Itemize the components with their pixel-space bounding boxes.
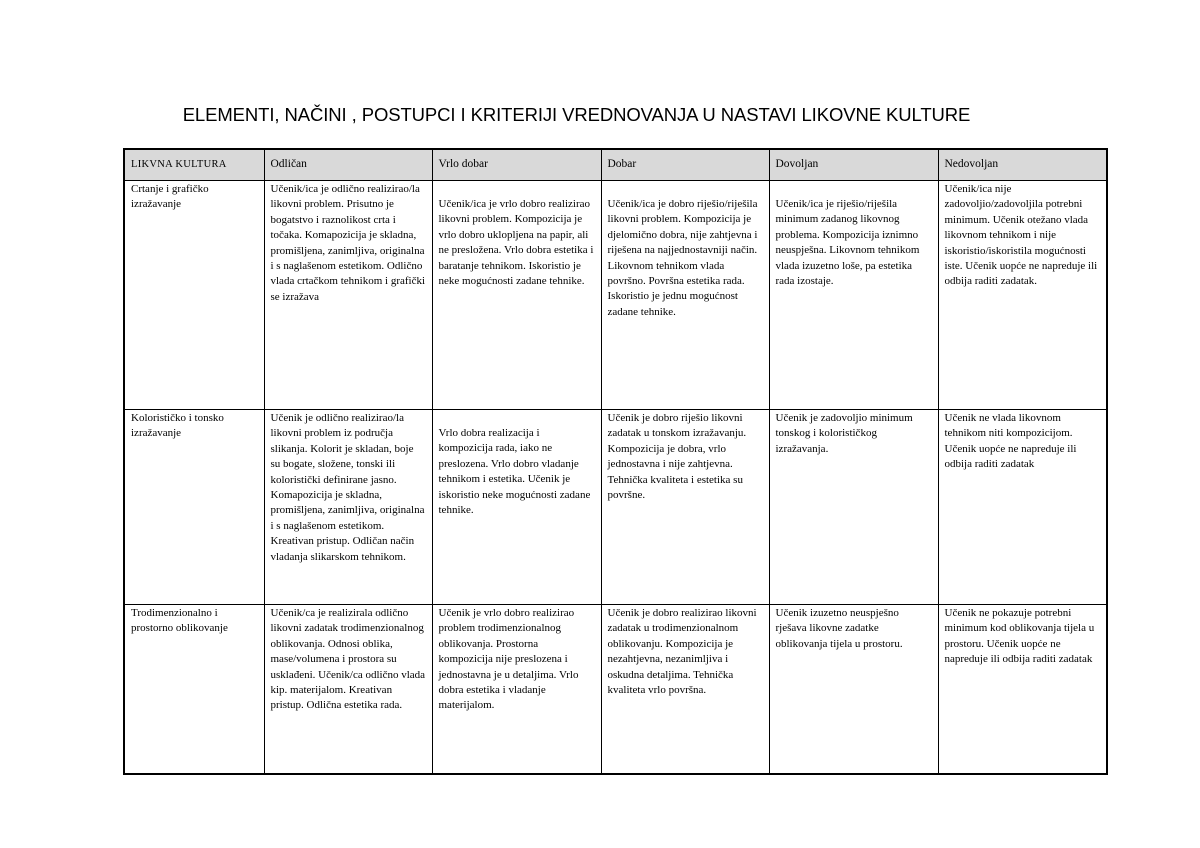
- cell-3d-very-good: Učenik je vrlo dobro realizirao problem trodimenzionalnog oblikovanja. Prostorna kompozicija nije preslozena i jednostavna je u detaljima. Vrlo dobra estetika i vladanje materijalom.: [432, 605, 601, 775]
- cell-drawing-very-good: Učenik/ica je vrlo dobro realizirao likovni problem. Kompozicija je vrlo dobro uklopljena na papir, ali ne presložena. Vrlo dobra estetika i baratanje tehnikom. Iskoristio je neke mogućnosti zadane tehnike.: [432, 181, 601, 410]
- cell-3d-good: Učenik je dobro realizirao likovni zadatak u trodimenzionalnom oblikovanju. Kompozicija je nezahtjevna, nezanimljiva i oskudna detaljima. Tehnička kvaliteta vrlo površna.: [601, 605, 769, 775]
- cell-drawing-sufficient: Učenik/ica je riješio/riješila minimum zadanog likovnog problema. Kompozicija iznimno neuspješna. Likovnom tehnikom vlada izuzetno loše, pa estetika rada izostaje.: [769, 181, 938, 410]
- table-header-row: [124, 149, 1107, 181]
- header-grade-good: Dobar: [601, 149, 769, 181]
- cell-color-excellent: Učenik je odlično realizirao/la likovni problem iz područja slikanja. Kolorit je skladan, boje su bogate, složene, tonski ili koloristički definirane jasno. Komapozicija je skladna, promišljena, zanimljiva, originalna i s naglašenom estetikom. Kreativan pristup. Odličan način vladanja slikarskom tehnikom.: [264, 410, 432, 605]
- header-grade-insufficient: Nedovoljan: [938, 149, 1107, 181]
- cell-color-sufficient: Učenik je zadovoljio minimum tonskog i kolorističkog izražavanja.: [769, 410, 938, 605]
- table-row: [124, 605, 1107, 775]
- row-label-3d: Trodimenzionalno i prostorno oblikovanje: [124, 605, 264, 775]
- cell-drawing-good: Učenik/ica je dobro riješio/riješila likovni problem. Kompozicija je djelomično dobra, nije zahtjevna i riješena na najjednostavniji način. Likovnom tehnikom vlada površno. Površna estetika rada. Iskoristio je jednu mogućnost zadane tehnike.: [601, 181, 769, 410]
- cell-color-very-good: Vrlo dobra realizacija i kompozicija rada, iako ne preslozena. Vrlo dobro vladanje tehnikom i estetika. Učenik je iskoristio neke mogućnosti zadane tehnike.: [432, 410, 601, 605]
- header-grade-sufficient: Dovoljan: [769, 149, 938, 181]
- grading-criteria-table: [123, 148, 1108, 775]
- cell-color-insufficient: Učenik ne vlada likovnom tehnikom niti kompozicijom. Učenik uopće ne napreduje ili odbija raditi zadatak: [938, 410, 1107, 605]
- document-title: ELEMENTI, NAČINI , POSTUPCI I KRITERIJI VREDNOVANJA U NASTAVI LIKOVNE KULTURE: [182, 104, 971, 125]
- header-grade-excellent: Odličan: [264, 149, 432, 181]
- row-label-color: Kolorističko i tonsko izražavanje: [124, 410, 264, 605]
- cell-3d-excellent: Učenik/ca je realizirala odlično likovni zadatak trodimenzionalnog oblikovanja. Odnosi oblika, mase/volumena i prostora su usklađeni. Učenik/ca odlično vlada kip. materijalom. Kreativan pristup. Odlična estetika rada.: [264, 605, 432, 775]
- cell-color-good: Učenik je dobro riješio likovni zadatak u tonskom izražavanju. Kompozicija je dobra, vrlo jednostavna i nije zahtjevna. Tehnička kvaliteta i estetika su površne.: [601, 410, 769, 605]
- cell-3d-sufficient: Učenik izuzetno neuspješno rješava likovne zadatke oblikovanja tijela u prostoru.: [769, 605, 938, 775]
- cell-drawing-excellent: Učenik/ica je odlično realizirao/la likovni problem. Prisutno je bogatstvo i raznolikost crta i točaka. Komapozicija je skladna, promišljena, zanimljiva, originalna i s naglašenom estetikom. Odlično vlada crtačkom tehnikom i grafički se izražava: [264, 181, 432, 410]
- table-row: [124, 410, 1107, 605]
- header-grade-very-good: Vrlo dobar: [432, 149, 601, 181]
- row-label-drawing: Crtanje i grafičko izražavanje: [124, 181, 264, 410]
- table-row: [124, 181, 1107, 410]
- header-subject: LIKVNA KULTURA: [124, 149, 264, 181]
- cell-drawing-insufficient: Učenik/ica nije zadovoljio/zadovoljila potrebni minimum. Učenik otežano vlada likovnom tehnikom i nije iskoristio/iskoristila mogućnosti iste. Učenik uopće ne napreduje ili odbija raditi zadatak.: [938, 181, 1107, 410]
- cell-3d-insufficient: Učenik ne pokazuje potrebni minimum kod oblikovanja tijela u prostoru. Učenik uopće ne napreduje ili odbija raditi zadatak: [938, 605, 1107, 775]
